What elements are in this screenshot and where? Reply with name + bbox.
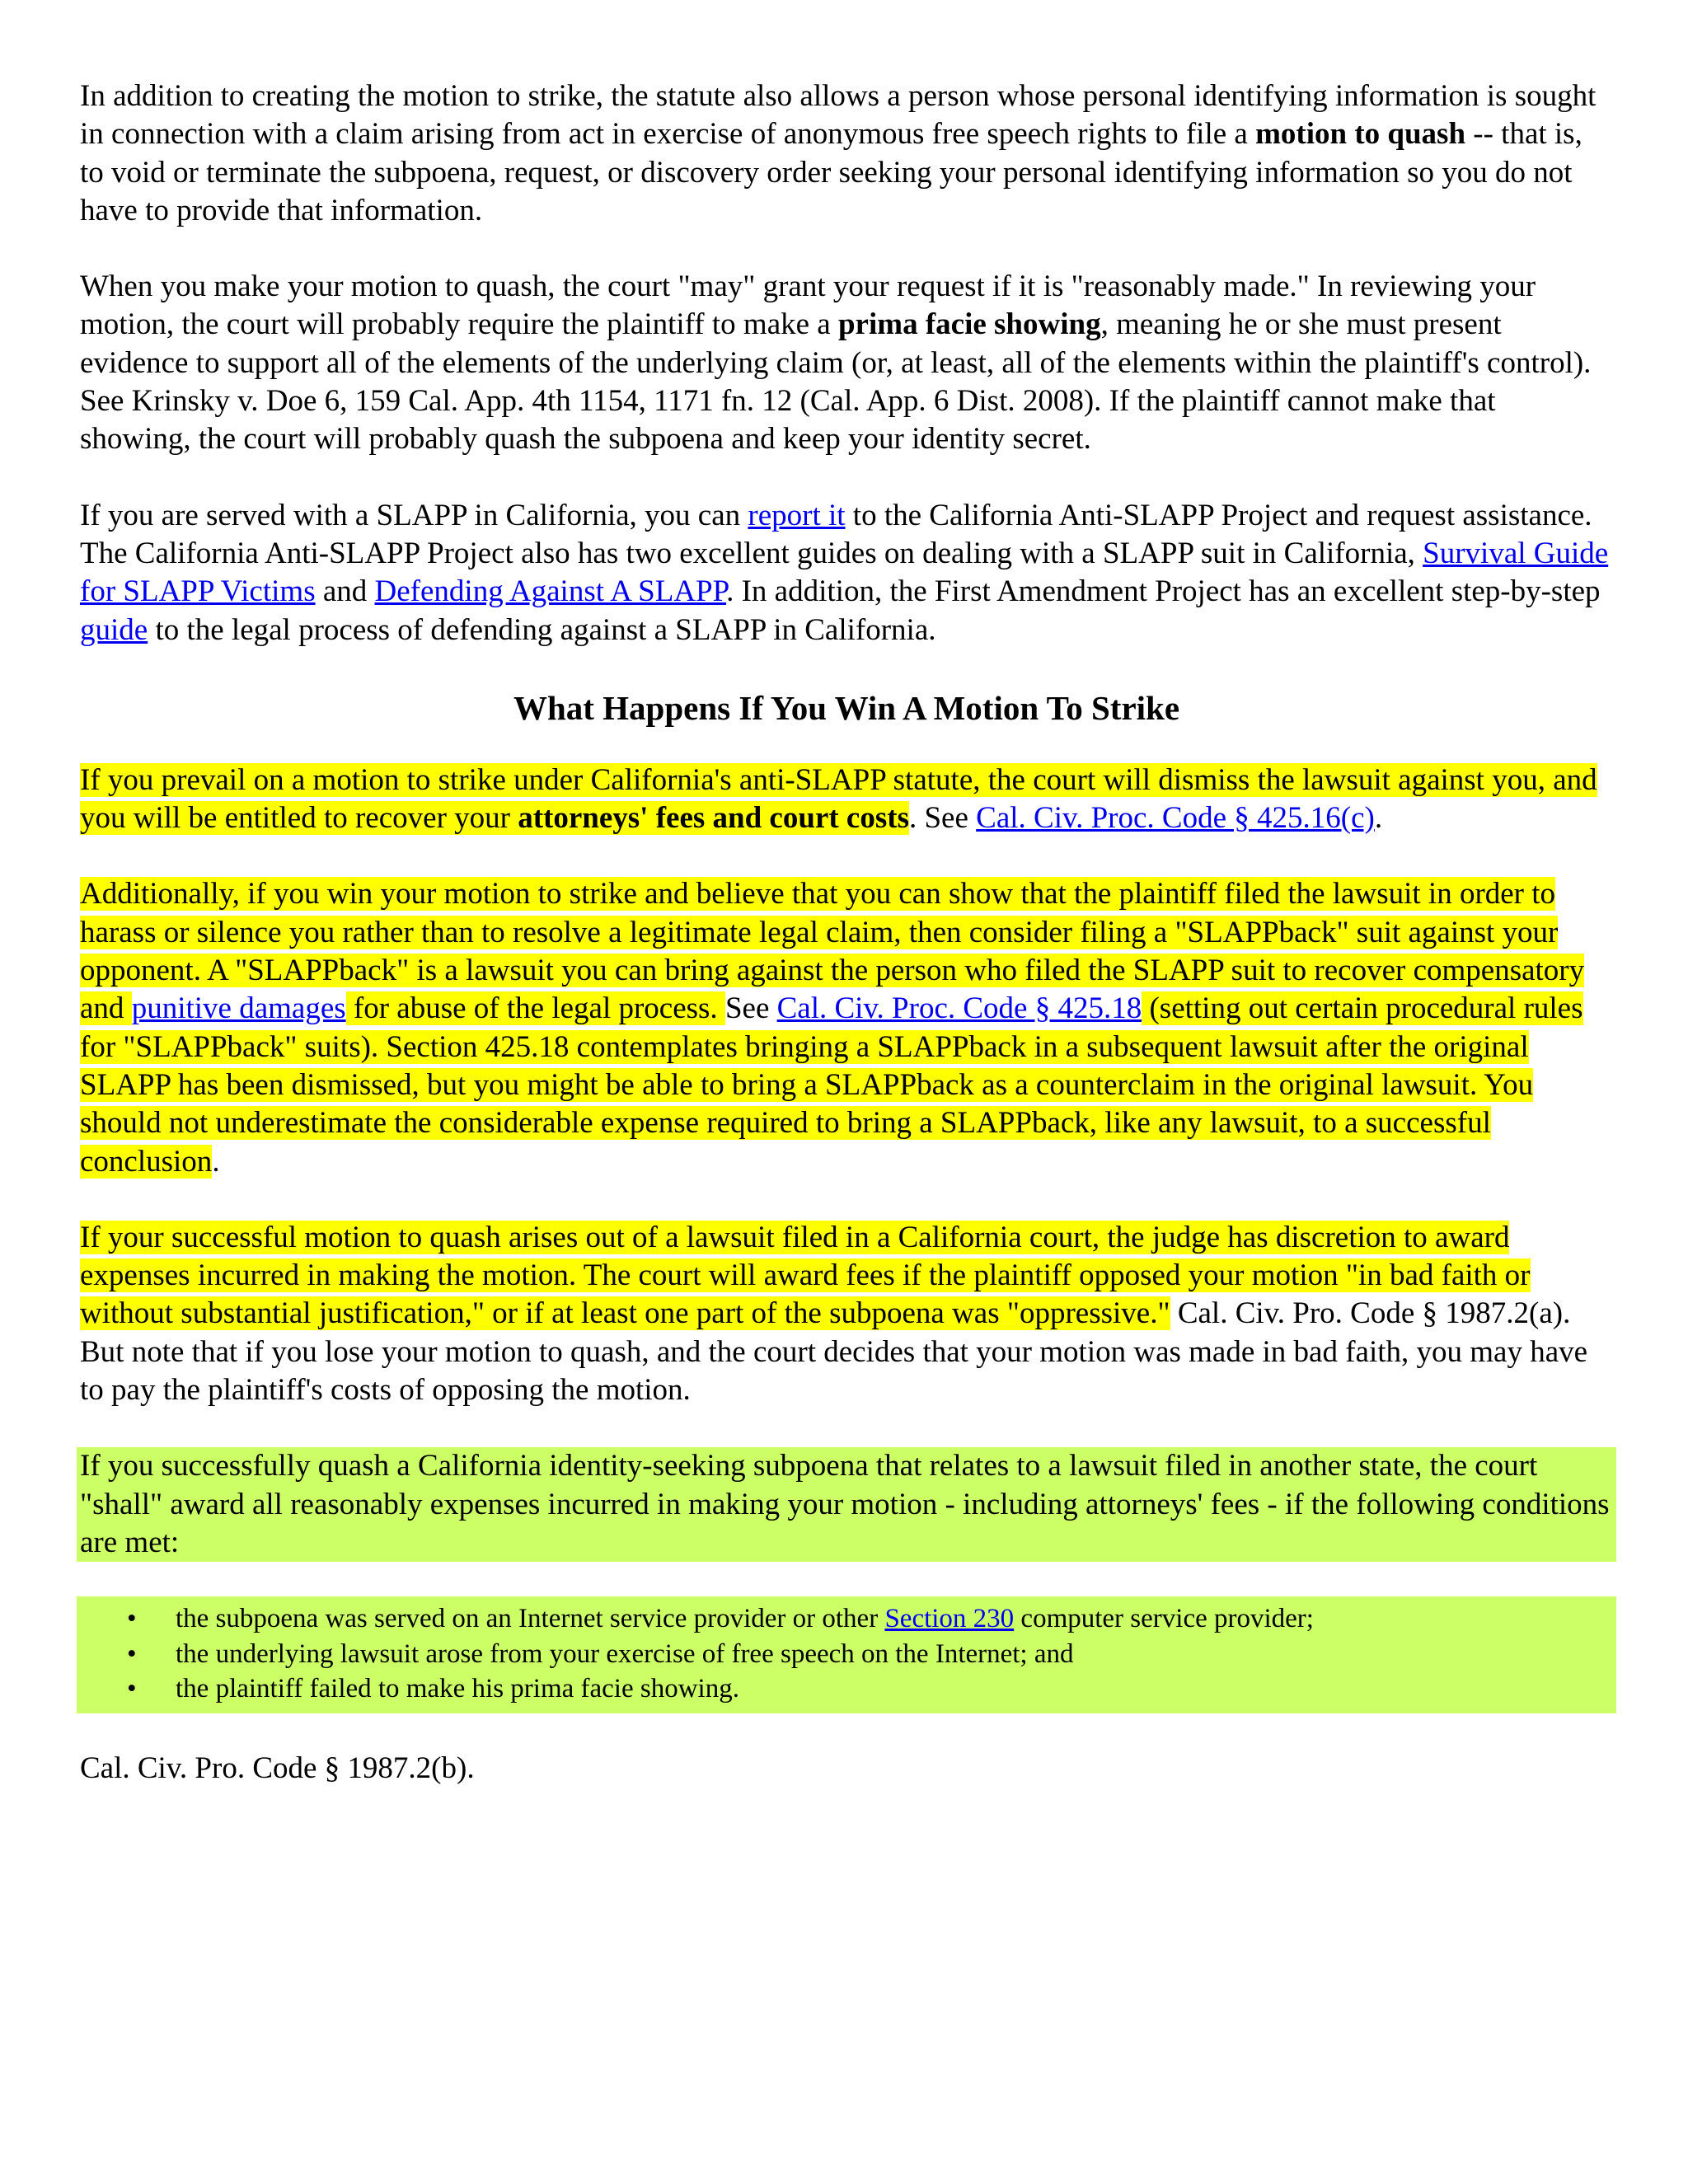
bold-prima-facie: prima facie showing [837,307,1101,342]
link-cal-civ-proc-425-16c[interactable]: Cal. Civ. Proc. Code § 425.16(c) [976,801,1375,836]
list-item: • the plaintiff failed to make his prima facie showing. [80,1671,1613,1707]
paragraph-prima-facie: When you make your motion to quash, the court "may" grant your request if it is "reasonably made." In reviewing your motion, the court will probably require the plaintiff to make a prima facie showing, meaning he or she must present evidence to support all of the elements of the underlying claim (or, at least, all of the elements within the plaintiff's control). See Krinsky v. Doe 6, 159 Cal. App. 4th 1154, 1171 fn. 12 (Cal. App. 6 Dist. 2008). If the plaintiff cannot make that showing, the court will probably quash the subpoena and keep your identity secret. [80,269,1592,457]
link-cal-civ-proc-425-18[interactable]: Cal. Civ. Proc. Code § 425.18 [776,991,1142,1026]
paragraph-citation: Cal. Civ. Pro. Code § 1987.2(b). [80,1750,475,1785]
highlight-slappback-3: (setting out certain procedural rules for "SLAPPback" suits). Section 425.18 contemplates bringing a SLAPPback in a subsequent lawsuit after the original SLAPP has been dismissed, but you might be able to bring a SLAPPback as a counterclaim in the original lawsuit. You should not underestimate the considerable expense required to bring a SLAPPback, like any lawsuit, to a successful conclusion [80,991,1583,1179]
link-defending-against-slapp[interactable]: Defending Against A SLAPP [374,574,727,609]
paragraph-quash-california: If your successful motion to quash arises out of a lawsuit filed in a California court, the judge has discretion to award expenses incurred in making the motion. The court will award fees if the plaintiff opposed your motion "in bad faith or without substantial justification," or if at least one part of the subpoena was "oppressive." Cal. Civ. Pro. Code § 1987.2(a). But note that if you lose your motion to quash, and the court decides that your motion was made in bad faith, you may have to pay the plaintiff's costs of opposing the motion. [80,1220,1588,1408]
paragraph-prevail: If you prevail on a motion to strike under California's anti-SLAPP statute, the court will dismiss the lawsuit against you, and you will be entitled to recover your attorneys' fees and court costs. See Cal. Civ. Proc. Code § 425.16(c). [80,762,1597,836]
paragraph-quash-other-state: If you successfully quash a California identity-seeking subpoena that relates to a lawsuit filed in another state, the court "shall" award all reasonably expenses incurred in making your motion - including attorneys' fees - if the following conditions are met: [77,1447,1616,1562]
highlight-quash-california: If your successful motion to quash arises out of a lawsuit filed in a California court, the judge has discretion to award expenses incurred in making the motion. The court will award fees if the plaintiff opposed your motion "in bad faith or without substantial justification," or if at least one part of the subpoena was "oppressive." [80,1220,1531,1331]
link-punitive-damages[interactable]: punitive damages [131,991,346,1026]
paragraph-report-slapp: If you are served with a SLAPP in California, you can report it to the California Anti-SLAPP Project and request assistance. The California Anti-SLAPP Project also has two excellent guides on dealing with a SLAPP suit in California, Survival Guide for SLAPP Victims and Defending Against A SLAPP. In addition, the First Amendment Project has an excellent step-by-step guide to the legal process of defending against a SLAPP in California. [80,498,1609,647]
highlight-slappback-1: Additionally, if you win your motion to strike and believe that you can show that the plaintiff filed the lawsuit in order to harass or silence you rather than to resolve a legitimate legal claim, then consider filing a "SLAPPback" suit against your opponent. A "SLAPPback" is a lawsuit you can bring against the person who filed the SLAPP suit to recover compensatory and [80,877,1585,1026]
link-survival-guide[interactable]: Survival Guide for SLAPP Victims [80,536,1609,609]
link-report-it[interactable]: report it [748,498,846,532]
conditions-list [77,1596,1616,1713]
bold-motion-to-quash: motion to quash [1255,117,1466,152]
list-item: • the underlying lawsuit arose from your exercise of free speech on the Internet; and [80,1637,1613,1672]
link-guide[interactable]: guide [80,612,148,647]
link-section-230[interactable]: Section 230 [884,1604,1015,1634]
highlight-prevail: If you prevail on a motion to strike under California's anti-SLAPP statute, the court will dismiss the lawsuit against you, and you will be entitled to recover your attorneys' fees and court costs [80,762,1597,836]
bullet-icon: • [127,1604,137,1634]
section-heading: What Happens If You Win A Motion To Strike [513,688,1180,727]
paragraph-motion-to-quash: In addition to creating the motion to strike, the statute also allows a person whose personal identifying information is sought in connection with a claim arising from act in exercise of anonymous free speech rights to file a motion to quash -- that is, to void or terminate the subpoena, request, or discovery order seeking your personal identifying information so you do not have to provide that information. [80,79,1597,227]
paragraph-slappback: Additionally, if you win your motion to strike and believe that you can show that the plaintiff filed the lawsuit in order to harass or silence you rather than to resolve a legitimate legal claim, then consider filing a "SLAPPback" suit against your opponent. A "SLAPPback" is a lawsuit you can bring against the person who filed the SLAPP suit to recover compensatory and punitive damages for abuse of the legal process. See Cal. Civ. Proc. Code § 425.18 (setting out certain procedural rules for "SLAPPback" suits). Section 425.18 contemplates bringing a SLAPPback in a subsequent lawsuit after the original SLAPP has been dismissed, but you might be able to bring a SLAPPback as a counterclaim in the original lawsuit. You should not underestimate the considerable expense required to bring a SLAPPback, like any lawsuit, to a successful conclusion. [80,877,1585,1179]
document-page [80,77,1613,1825]
bullet-icon: • [127,1674,137,1704]
bullet-icon: • [127,1638,137,1669]
highlight-slappback-2: for abuse of the legal process. [345,991,725,1026]
bold-attorneys-fees: attorneys' fees and court costs [518,801,909,836]
list-item: • the subpoena was served on an Internet service provider or other Section 230 computer service provider; [80,1601,1613,1637]
